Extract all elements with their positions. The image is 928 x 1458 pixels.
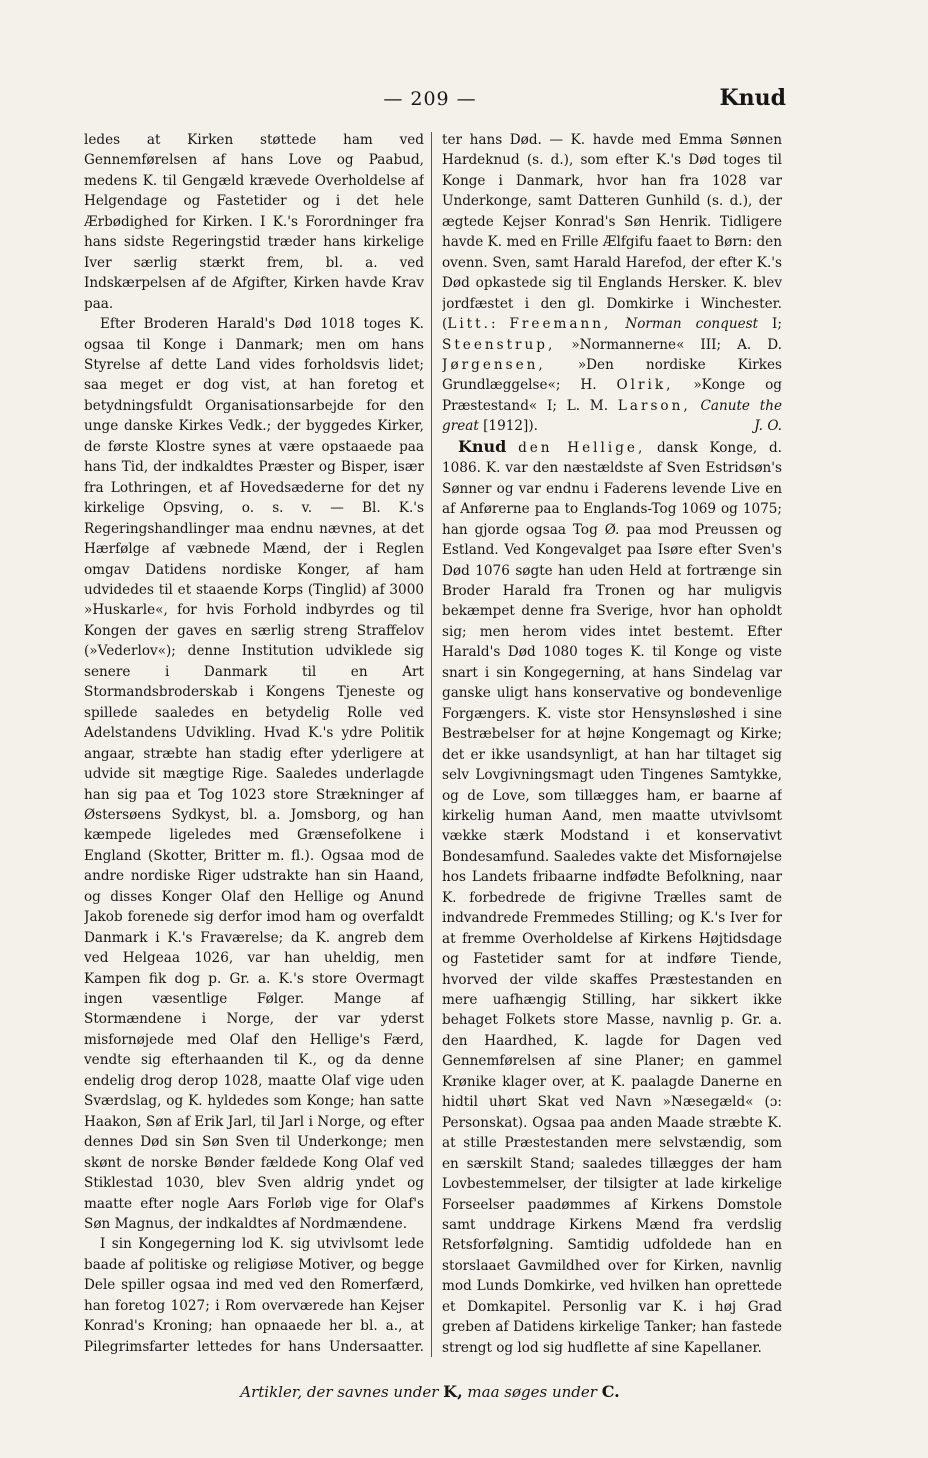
text-run: »Konge og Præstestand« I; L. M. bbox=[442, 377, 782, 414]
right-column bbox=[442, 130, 782, 1360]
text-run: dansk Konge, d. 1086. K. var den næstældste af Sven Estridsøn's Sønner og var endnu i Faderens levende Live en af Anførerne paa to Englands-Tog 1069 og 1075; han gjorde ogsaa Tog Ø. paa mod Preussen og Estland. Ved Kongevalget paa Isøre efter Sven's Død 1076 søgte han uden Held at fortrænge sin Broder Harald fra Tronen og har muligvis bekæmpet denne fra Sverige, hvor han opholdt sig; men herom vides intet bestemt. Efter Harald's Død 1080 toges K. til Konge og viste snart i sin Kongegerning, at hans Sindelag var ganske uligt hans konservative og bondevenlige Forgængers. K. viste stor Hensynsløshed i sine Bestræbelser for at højne Kongemagt og Kirke; det er ikke usandsynligt, at han har tiltaget sig selv Lovgivningsmagt uden Tingenes Samtykke, og de Love, som tillægges ham, er baarne af kirkelig human Aand, men maatte utvivlsomt vække stærk Modstand i et konservativt Bondesamfund. Saaledes vakte det Misfornøjelse hos Landets fribaarne indfødte Befolkning, naar K. forbedrede de frigivne Trælles samt de indvandrede Fremmedes Stilling; og K.'s Iver for at fremme Overholdelse af Kirkens Højtidsdage og Fastetider samt for at indføre Tiende, hvorved der vilde skaffes Præstestanden en mere uafhængig Stilling, har sikkert ikke behaget Folkets store Masse, navnlig p. Gr. a. den Haardhed, K. lagde for Dagen ved Gennemførelsen af sine Planer; en gammel Krønike klager over, at K. paalagde Danerne en hidtil uhørt Skat ved Navn »Næsegæld« (ɔ: Personskat). Ogsaa paa anden Maade stræbte K. at stille Præstestanden mere selvstændig, som en særskilt Stand; saaledes tillægges der ham Lovbestemmelser, der tilsigter at lade kirkelige Forseelser paadømmes af Kirkens Domstole samt unddrage Kirkens Mænd fra verdslig Retsforfølgning. Samtidig udfoldede han en storslaaet Gavmildhed over for Kirken, navnlig mod Lunds Domkirke, ved hvilken han oprettede et Domkapitel. Personlig var K. i høj Grad greben af Datidens kirkelige Tanker; han fastede strengt og lod sig hudflette af sine Kapellaner. bbox=[442, 439, 782, 1356]
author-name: Jørgensen, bbox=[442, 356, 546, 373]
column-divider bbox=[431, 132, 432, 1357]
text-run: Artikler, der savnes under bbox=[240, 1383, 444, 1401]
book-title: Canute the great bbox=[442, 397, 782, 435]
entry-knud-den-hellige bbox=[442, 437, 782, 1358]
entry-epithet: den Hellige, bbox=[518, 439, 646, 456]
author-name: Larson, bbox=[617, 397, 691, 414]
litt-label: Litt. bbox=[447, 316, 491, 333]
text-run: I; bbox=[758, 316, 782, 333]
author-name: Freemann, bbox=[509, 316, 612, 333]
text-run: : bbox=[490, 316, 510, 333]
author-name: Steenstrup, bbox=[442, 336, 556, 353]
paragraph bbox=[442, 1358, 782, 1360]
left-column bbox=[84, 130, 424, 1360]
text-run: ter hans Død. — K. havde med Emma Sønnen Hardeknud (s. d.), som efter K.'s Død toges til Konge i Danmark, hvor han fra 1028 var Underkonge, samt Datteren Gunhild (s. d.), der ægtede Kejser Konrad's Søn Henrik. Tidligere havde K. med en Frille Ælfgifu faaet to Børn: den ovenn. Sven, samt Harald Harefod, der efter K.'s Død opkastede sig til Englands Hersker. K. blev jordfæstet i den gl. Domkirke i Winchester. ( bbox=[442, 132, 782, 333]
paragraph: Efter Broderen Harald's Død 1018 toges K. ogsaa til Konge i Danmark; men om hans Styrelse af dette Land vides forholdsvis lidet; saa meget er dog vist, at han foretog et betydningsfuldt Organisationsarbejde for den unge danske Kirkes Vedk.; der byggedes Kirker, de første Klostre synes at være opstaaede paa hans Tid, der indkaldtes Præster og Bisper, især fra Lothringen, et af Hovedsæderne for det ny kirkelige Opsving, o. s. v. — Bl. K.'s Regeringshandlinger maa endnu nævnes, at det Hærfølge af væbnede Mænd, der i Reglen omgav Datidens nordiske Konger, af ham udvidedes til et staaende Korps (Tinglid) af 3000 »Huskarle«, for hvis Forhold indbyrdes og til Kongen der gaves en særlig streng Straffelov (»Vederlov«); denne Institution udviklede sig senere i Danmark til en Art Stormandsbroderskab i Kongens Tjeneste og spillede saaledes en betydelig Rolle ved Adelstandens Udvikling. Hvad K.'s ydre Politik angaar, stræbte han stadig efter yderligere at udvide sit mægtige Rige. Saaledes underlagde han sig paa et Tog 1023 store Strækninger af Østersøens Sydkyst, bl. a. Jomsborg, og han kæmpede ligeledes med Grænsefolkene i England (Skotter, Britter m. fl.). Ogsaa mod de andre nordiske Riger udstrakte han sin Haand, og disses Konger Olaf den Hellige og Anund Jakob forenede sig derfor imod ham og overfaldt Danmark i K.'s Fraværelse; da K. angreb dem ved Helgeaa 1026, var han uheldig, men Kampen fik dog p. Gr. a. K.'s store Overmagt ingen væsentlige Følger. Mange af Stormændene i Norge, der var yderst misfornøjede med Olaf den Hellige's Færd, vendte sig efterhaanden til K., og da denne endelig drog derop 1028, maatte Olaf vige uden Sværdslag, og K. hyldedes som Konge; han satte Haakon, Søn af Erik Jarl, til Jarl i Norge, og efter dennes Død sin Søn Sven til Underkonge; men skønt de norske Bønder fældede Kong Olaf ved Stiklestad 1030, blev Sven aldrig yndet og maatte efter nogle Aars Forløb vige for Olaf's Søn Magnus, der indkaldtes af Nordmændene. bbox=[84, 316, 424, 1233]
author-signature: J. O. bbox=[754, 418, 782, 435]
author-name: Olrik, bbox=[616, 377, 674, 394]
text-run: »Den nordiske Kirkes Grundlæggelse«; H. bbox=[442, 356, 782, 394]
entry-headword: Knud bbox=[458, 436, 507, 456]
footer-note bbox=[0, 1382, 860, 1401]
running-head: Knud bbox=[719, 85, 786, 111]
text-run: maa søges under bbox=[462, 1383, 602, 1401]
paragraph: I sin Kongegerning lod K. sig utvivlsomt lede baade af politiske og religiøse Motiver, og begge Dele spiller ogsaa ind med ved den Romerfærd, han foretog 1027; i Rom overværede han Kejser Konrad's Kroning; han opnaaede her bl. a., at Pilegrimsfarter lettedes for hans Undersaatter. bbox=[84, 1236, 424, 1355]
text-run: »Normannerne« III; A. D. bbox=[555, 336, 782, 353]
paragraph-literature bbox=[442, 130, 782, 437]
text-run: [1912]). bbox=[478, 418, 538, 435]
letter-k: K, bbox=[443, 1382, 463, 1401]
page-number: — 209 — bbox=[383, 88, 477, 110]
letter-c: C. bbox=[601, 1382, 620, 1401]
paragraph: ledes at Kirken støttede ham ved Gennemførelsen af hans Love og Paabud, medens K. til Gengæld krævede Overholdelse af Helgendage og Fastetider og i det hele Ærbødighed for Kirken. I K.'s Forordninger fra hans sidste Regeringstid træder hans kirkelige Iver særlig stærkt frem, bl. a. ved Indskærpelsen af de Afgifter, Kirken havde Krav paa. bbox=[84, 132, 424, 312]
book-title: Norman conquest bbox=[625, 316, 759, 333]
